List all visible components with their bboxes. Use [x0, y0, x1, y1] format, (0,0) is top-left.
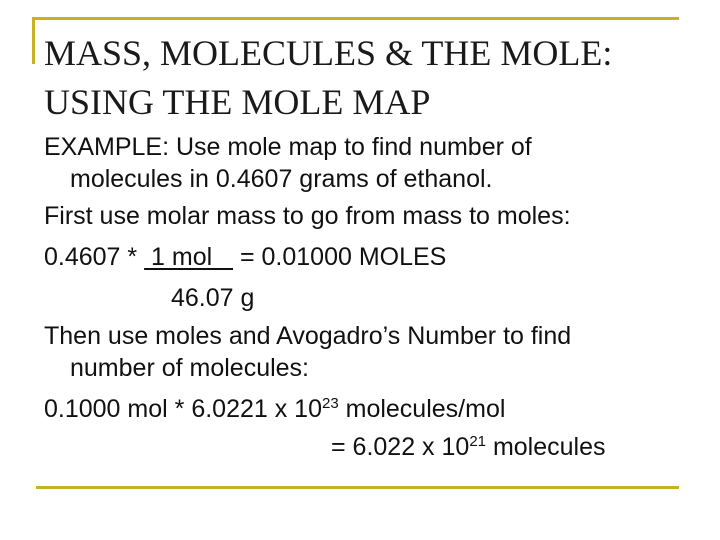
- title-line-2: USING THE MOLE MAP: [44, 82, 431, 122]
- calc2-base: 0.1000 mol * 6.0221 x 10: [44, 395, 322, 423]
- step2-line-1: Then use moles and Avogadro’s Number to find: [44, 322, 572, 350]
- calc1-line: [44, 242, 446, 272]
- calc2-unit: molecules/mol: [338, 395, 506, 423]
- calc2-result-unit: molecules: [486, 433, 606, 461]
- calc2-result-exponent: 21: [469, 433, 486, 450]
- example-line-1: EXAMPLE: Use mole map to find number of: [44, 133, 532, 161]
- calc1-prefix: 0.4607 *: [44, 243, 145, 271]
- slide-title: [44, 29, 684, 127]
- example-line-2: molecules in 0.4607 grams of ethanol.: [70, 165, 493, 193]
- calc2-result-line: [331, 432, 606, 462]
- frame-left-line: [32, 17, 35, 64]
- calc2-line: [44, 394, 505, 424]
- calc1-result: = 0.01000 MOLES: [233, 243, 447, 271]
- calc2-exponent: 23: [321, 395, 339, 412]
- calc2-result-base: = 6.022 x 10: [331, 433, 470, 461]
- calc1-denominator: 46.07 g: [171, 284, 255, 312]
- calc1-numerator: 1 mol: [144, 243, 234, 271]
- title-line-1: MASS, MOLECULES & THE MOLE:: [44, 33, 613, 73]
- step2-line-2: number of molecules:: [70, 354, 310, 382]
- frame-bottom-line: [36, 486, 679, 489]
- frame-top-line: [32, 17, 679, 20]
- step1-text: First use molar mass to go from mass to moles:: [44, 202, 571, 230]
